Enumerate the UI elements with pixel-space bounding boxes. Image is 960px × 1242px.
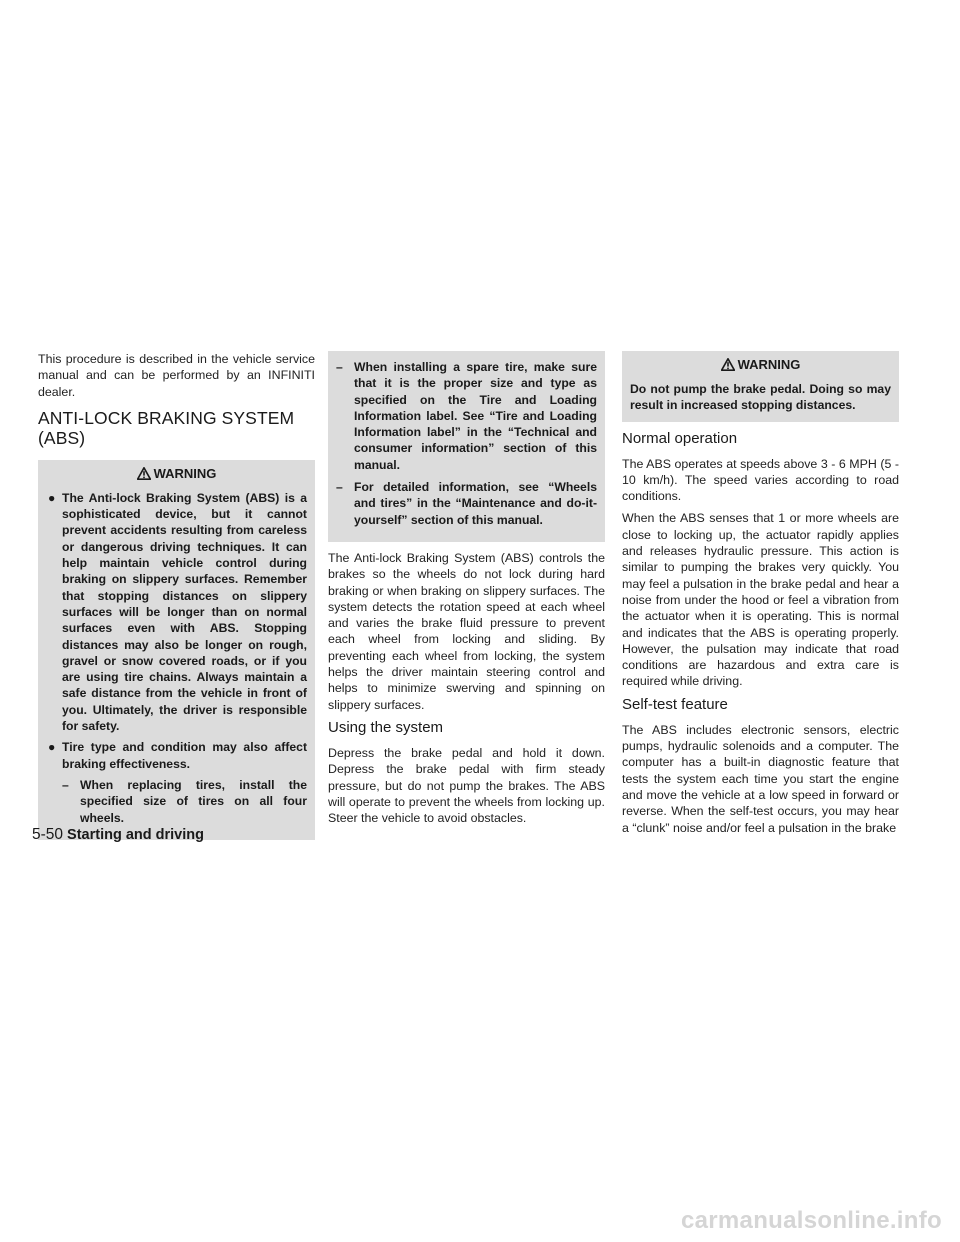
warning-bullet [46, 739, 307, 772]
page-footer [32, 826, 204, 844]
warning-triangle-icon [137, 467, 151, 480]
warning-content [46, 490, 307, 826]
dash-icon: – [336, 480, 343, 495]
warning-header [46, 466, 307, 481]
column-3 [622, 351, 899, 842]
column-2 [328, 351, 605, 832]
warning-box-2 [622, 351, 899, 422]
warning-label: WARNING [737, 357, 801, 372]
warning-box-continued [328, 351, 605, 542]
dash-icon: – [62, 777, 69, 792]
warning-triangle-icon [721, 358, 735, 371]
warning-subitem [46, 777, 307, 826]
self-test-paragraph: The ABS includes electronic sensors, electric pumps, hydraulic solenoids and a computer. The computer has a built-in diagnostic feature that tests the system each time you start the engine and move the vehicle at a low speed in forward or reverse. When the self-test occurs, you may hear a “clunk” noise and/or feel a pulsation in the brake [622, 722, 899, 835]
warning-content [336, 359, 597, 528]
subitem-text: When replacing tires, install the specified size of tires on all four wheels. [80, 777, 307, 825]
watermark: carmanualsonline.info [680, 1207, 942, 1234]
bullet-icon: ● [48, 490, 56, 505]
warning-label: WARNING [153, 465, 217, 481]
abs-description-paragraph: The Anti-lock Braking System (ABS) controls the brakes so the wheels do not lock during hard braking or when braking on slippery surfaces. The system detects the rotation speed at each wheel and varies the brake fluid pressure to prevent each wheel from locking and sliding. By preventing each wheel from locking, the system helps the driver maintain steering control and helps to minimize swerving and spinning on slippery surfaces. [328, 550, 605, 712]
bullet-text: Tire type and condition may also affect braking effectiveness. [62, 740, 307, 771]
section-title [38, 408, 315, 448]
warning-subitem [336, 359, 597, 473]
warning-box-1 [38, 460, 315, 840]
bullet-icon: ● [48, 740, 56, 755]
normal-operation-paragraph-1: The ABS operates at speeds above 3 - 6 MPH (5 - 10 km/h). The speed varies according to road conditions. [622, 456, 899, 504]
section-title-line2: (ABS) [38, 427, 86, 448]
using-the-system-paragraph: Depress the brake pedal and hold it down. Depress the brake pedal with firm steady pressure, but do not pump the brakes. The ABS will operate to prevent the wheels from locking up. Steer the vehicle to avoid obstacles. [328, 745, 605, 826]
normal-operation-paragraph-2: When the ABS senses that 1 or more wheels are close to locking up, the actuator rapidly applies and releases hydraulic pressure. This action is similar to pumping the brakes very quickly. You may feel a pulsation in the brake pedal and hear a noise from under the hood or feel a vibration from the actuator when it is operating. This is normal and indicates that the ABS is operating properly. However, the pulsation may indicate that road conditions are hazardous and extra care is required while driving. [622, 511, 899, 689]
section-title-line1: ANTI-LOCK BRAKING SYSTEM [38, 407, 295, 428]
bullet-text: The Anti-lock Braking System (ABS) is a sophisticated device, but it cannot prevent accidents resulting from careless or dangerous driving techniques. It can help maintain vehicle control during braking on slippery surfaces. Remember that stopping distances on slippery surfaces will be longer than on normal surfaces even with ABS. Stopping distances may also be longer on rough, gravel or snow covered roads, or if you are using tire chains. Always maintain a safe distance from the vehicle in front of you. Ultimately, the driver is responsible for safety. [62, 490, 307, 734]
heading-using-the-system: Using the system [328, 718, 444, 736]
subitem-text: When installing a spare tire, make sure that it is the proper size and type as specified on the Tire and Loading Information label. See “Tire and Loading Information label” in the “Technical and consumer information” section of this manual. [354, 360, 597, 472]
warning-bullet [46, 490, 307, 734]
warning-subitem [336, 479, 597, 528]
heading-self-test-feature: Self-test feature [622, 695, 728, 713]
subitem-text: For detailed information, see “Wheels and tires” in the “Maintenance and do-it-yourself” section of this manual. [354, 480, 597, 527]
dash-icon: – [336, 360, 343, 374]
warning-header [630, 357, 891, 372]
column-1 [38, 351, 315, 848]
intro-paragraph: This procedure is described in the vehicle service manual and can be performed by an INFINITI dealer. [38, 352, 315, 399]
chapter-title: Starting and driving [67, 827, 204, 843]
warning-content: Do not pump the brake pedal. Doing so may result in increased stopping distances. [630, 382, 891, 413]
page-number: 5-50 [32, 826, 64, 843]
heading-normal-operation: Normal operation [622, 429, 738, 447]
